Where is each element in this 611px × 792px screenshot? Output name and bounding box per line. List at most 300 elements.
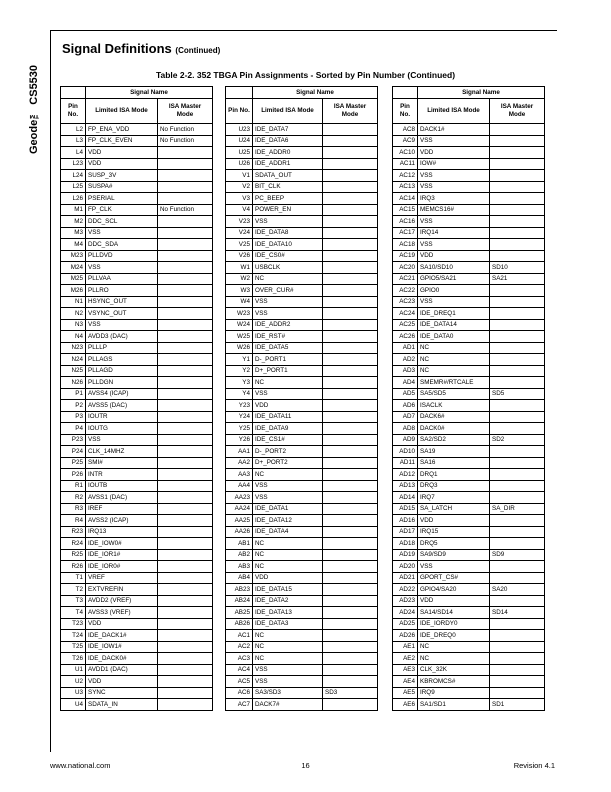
table-row bbox=[393, 664, 545, 676]
limited-isa-signal-cell: NC bbox=[418, 641, 490, 653]
pin-number-cell: AC5 bbox=[226, 676, 253, 688]
pin-number-cell: T23 bbox=[61, 618, 86, 630]
pin-number-cell: V23 bbox=[226, 216, 253, 228]
header-blank bbox=[226, 87, 253, 99]
limited-isa-signal-cell: VSS bbox=[253, 480, 323, 492]
pin-number-cell: AD17 bbox=[393, 526, 418, 538]
table-row bbox=[393, 262, 545, 274]
table-row bbox=[226, 319, 378, 331]
pin-number-cell: AA26 bbox=[226, 526, 253, 538]
limited-isa-signal-cell: IOUTR bbox=[86, 411, 158, 423]
limited-isa-signal-cell: IDE_DATA15 bbox=[253, 584, 323, 596]
isa-master-signal-cell bbox=[323, 124, 378, 136]
pin-number-cell: AC6 bbox=[226, 687, 253, 699]
isa-master-signal-cell bbox=[323, 262, 378, 274]
pin-number-cell: AD21 bbox=[393, 572, 418, 584]
table-row bbox=[61, 526, 213, 538]
table-row bbox=[393, 630, 545, 642]
table-row bbox=[226, 538, 378, 550]
limited-isa-signal-cell: IDE_DATA1 bbox=[253, 503, 323, 515]
isa-master-signal-cell bbox=[323, 423, 378, 435]
table-row bbox=[393, 538, 545, 550]
pin-number-cell: AC10 bbox=[393, 147, 418, 159]
limited-isa-signal-cell: EXTVREFIN bbox=[86, 584, 158, 596]
limited-isa-signal-cell: PLLRO bbox=[86, 285, 158, 297]
isa-master-signal-cell: No Function bbox=[158, 204, 213, 216]
limited-isa-signal-cell: IDE_ADDR0 bbox=[253, 147, 323, 159]
pin-number-cell: W1 bbox=[226, 262, 253, 274]
isa-master-signal-cell bbox=[158, 158, 213, 170]
table-row bbox=[61, 595, 213, 607]
table-row bbox=[393, 239, 545, 251]
table-row bbox=[226, 664, 378, 676]
table-row bbox=[61, 342, 213, 354]
isa-master-signal-cell bbox=[490, 365, 545, 377]
limited-isa-signal-cell: VDD bbox=[86, 147, 158, 159]
pin-number-cell: R25 bbox=[61, 549, 86, 561]
isa-master-signal-cell bbox=[490, 664, 545, 676]
limited-isa-signal-cell: IREF bbox=[86, 503, 158, 515]
isa-master-signal-cell: SD9 bbox=[490, 549, 545, 561]
limited-isa-signal-cell: NC bbox=[253, 377, 323, 389]
table-row bbox=[226, 239, 378, 251]
pin-number-cell: AD23 bbox=[393, 595, 418, 607]
limited-isa-signal-cell: AVSS1 (DAC) bbox=[86, 492, 158, 504]
pin-number-cell: AD15 bbox=[393, 503, 418, 515]
limited-isa-signal-cell: D+_PORT1 bbox=[253, 365, 323, 377]
table-row bbox=[61, 572, 213, 584]
pin-number-cell: AC19 bbox=[393, 250, 418, 262]
limited-isa-signal-cell: IDE_DATA6 bbox=[253, 135, 323, 147]
isa-master-signal-cell bbox=[490, 250, 545, 262]
isa-master-signal-cell bbox=[323, 653, 378, 665]
table-row bbox=[393, 365, 545, 377]
limited-isa-signal-cell: IDE_DATA9 bbox=[253, 423, 323, 435]
pin-number-cell: M2 bbox=[61, 216, 86, 228]
limited-isa-signal-cell: IDE_DATA13 bbox=[253, 607, 323, 619]
limited-isa-signal-cell: IOUTB bbox=[86, 480, 158, 492]
isa-master-signal-cell: SA_DIR bbox=[490, 503, 545, 515]
isa-master-signal-cell bbox=[490, 170, 545, 182]
table-row bbox=[61, 308, 213, 320]
pin-number-cell: AC13 bbox=[393, 181, 418, 193]
limited-isa-signal-cell: VSS bbox=[418, 296, 490, 308]
document-side-title: Geode™ CS5530 bbox=[28, 64, 40, 154]
isa-master-signal-cell bbox=[158, 319, 213, 331]
isa-master-signal-cell bbox=[158, 227, 213, 239]
limited-isa-signal-cell: AVDD2 (VREF) bbox=[86, 595, 158, 607]
pin-number-cell: AB25 bbox=[226, 607, 253, 619]
isa-master-signal-cell bbox=[158, 308, 213, 320]
table-row bbox=[393, 526, 545, 538]
limited-isa-signal-cell: AVDD1 (DAC) bbox=[86, 664, 158, 676]
limited-isa-signal-cell: NC bbox=[253, 538, 323, 550]
table-row bbox=[393, 423, 545, 435]
limited-isa-signal-cell: CLK_14MHZ bbox=[86, 446, 158, 458]
table-row bbox=[226, 388, 378, 400]
header-pin-no: Pin No. bbox=[226, 99, 253, 124]
isa-master-signal-cell bbox=[323, 411, 378, 423]
section-title bbox=[62, 41, 220, 56]
table-row bbox=[226, 653, 378, 665]
limited-isa-signal-cell: IRQ9 bbox=[418, 687, 490, 699]
pin-number-cell: M1 bbox=[61, 204, 86, 216]
pin-number-cell: AC7 bbox=[226, 699, 253, 711]
isa-master-signal-cell bbox=[158, 423, 213, 435]
isa-master-signal-cell bbox=[158, 607, 213, 619]
limited-isa-signal-cell: AVSS4 (ICAP) bbox=[86, 388, 158, 400]
isa-master-signal-cell bbox=[490, 526, 545, 538]
table-row bbox=[226, 526, 378, 538]
isa-master-signal-cell bbox=[158, 296, 213, 308]
pin-number-cell: P3 bbox=[61, 411, 86, 423]
isa-master-signal-cell bbox=[323, 147, 378, 159]
table-row bbox=[61, 158, 213, 170]
isa-master-signal-cell bbox=[158, 630, 213, 642]
limited-isa-signal-cell: IDE_DACK0# bbox=[86, 653, 158, 665]
limited-isa-signal-cell: IDE_CS1# bbox=[253, 434, 323, 446]
pin-number-cell: U25 bbox=[226, 147, 253, 159]
isa-master-signal-cell bbox=[158, 641, 213, 653]
pin-number-cell: Y24 bbox=[226, 411, 253, 423]
isa-master-signal-cell bbox=[158, 549, 213, 561]
table-row bbox=[61, 687, 213, 699]
limited-isa-signal-cell: SA1/SD1 bbox=[418, 699, 490, 711]
table-row bbox=[226, 354, 378, 366]
table-row bbox=[393, 319, 545, 331]
header-signal-name: Signal Name bbox=[86, 87, 213, 99]
isa-master-signal-cell bbox=[490, 124, 545, 136]
isa-master-signal-cell bbox=[323, 515, 378, 527]
isa-master-signal-cell bbox=[158, 193, 213, 205]
pin-number-cell: AC8 bbox=[393, 124, 418, 136]
limited-isa-signal-cell: SA19 bbox=[418, 446, 490, 458]
table-row bbox=[393, 400, 545, 412]
pin-number-cell: W23 bbox=[226, 308, 253, 320]
isa-master-signal-cell bbox=[323, 296, 378, 308]
isa-master-signal-cell bbox=[323, 181, 378, 193]
table-row bbox=[393, 342, 545, 354]
isa-master-signal-cell bbox=[323, 572, 378, 584]
isa-master-signal-cell bbox=[323, 158, 378, 170]
isa-master-signal-cell bbox=[323, 434, 378, 446]
limited-isa-signal-cell: IDE_DATA7 bbox=[253, 124, 323, 136]
isa-master-signal-cell bbox=[490, 492, 545, 504]
table-caption: Table 2-2. 352 TBGA Pin Assignments - Sorted by Pin Number (Continued) bbox=[155, 70, 456, 80]
isa-master-signal-cell bbox=[158, 273, 213, 285]
isa-master-signal-cell bbox=[490, 158, 545, 170]
isa-master-signal-cell bbox=[323, 250, 378, 262]
pin-number-cell: R24 bbox=[61, 538, 86, 550]
table-row bbox=[393, 572, 545, 584]
limited-isa-signal-cell: GPIO4/SA20 bbox=[418, 584, 490, 596]
table-row bbox=[226, 469, 378, 481]
table-row bbox=[61, 377, 213, 389]
table-row bbox=[226, 411, 378, 423]
table-row bbox=[61, 181, 213, 193]
limited-isa-signal-cell: IDE_DREQ1 bbox=[418, 308, 490, 320]
pin-number-cell: N3 bbox=[61, 319, 86, 331]
pin-number-cell: AD18 bbox=[393, 538, 418, 550]
limited-isa-signal-cell: IDE_IOR0# bbox=[86, 561, 158, 573]
isa-master-signal-cell bbox=[490, 193, 545, 205]
limited-isa-signal-cell: AVDD3 (DAC) bbox=[86, 331, 158, 343]
limited-isa-signal-cell: VSS bbox=[418, 239, 490, 251]
pin-number-cell: L23 bbox=[61, 158, 86, 170]
table-row bbox=[226, 584, 378, 596]
limited-isa-signal-cell: DACK7# bbox=[253, 699, 323, 711]
isa-master-signal-cell bbox=[323, 446, 378, 458]
pin-number-cell: AD9 bbox=[393, 434, 418, 446]
header-pin-no: Pin No. bbox=[393, 99, 418, 124]
isa-master-signal-cell bbox=[158, 480, 213, 492]
isa-master-signal-cell bbox=[158, 595, 213, 607]
limited-isa-signal-cell: VSS bbox=[418, 181, 490, 193]
isa-master-signal-cell bbox=[158, 331, 213, 343]
pin-number-cell: AA2 bbox=[226, 457, 253, 469]
table-row bbox=[61, 618, 213, 630]
limited-isa-signal-cell: IRQ3 bbox=[418, 193, 490, 205]
limited-isa-signal-cell: NC bbox=[253, 561, 323, 573]
limited-isa-signal-cell: AVSS5 (DAC) bbox=[86, 400, 158, 412]
table-row bbox=[61, 457, 213, 469]
isa-master-signal-cell bbox=[490, 377, 545, 389]
limited-isa-signal-cell: IOUTG bbox=[86, 423, 158, 435]
pin-number-cell: L3 bbox=[61, 135, 86, 147]
limited-isa-signal-cell: IDE_CS0# bbox=[253, 250, 323, 262]
limited-isa-signal-cell: PLLAGD bbox=[86, 365, 158, 377]
isa-master-signal-cell bbox=[323, 204, 378, 216]
pin-number-cell: AA1 bbox=[226, 446, 253, 458]
isa-master-signal-cell bbox=[323, 342, 378, 354]
pin-number-cell: AD5 bbox=[393, 388, 418, 400]
pin-number-cell: M25 bbox=[61, 273, 86, 285]
table-row bbox=[393, 170, 545, 182]
limited-isa-signal-cell: IRQ15 bbox=[418, 526, 490, 538]
table-row bbox=[393, 687, 545, 699]
isa-master-signal-cell bbox=[323, 699, 378, 711]
pin-number-cell: AD26 bbox=[393, 630, 418, 642]
limited-isa-signal-cell: PLLVAA bbox=[86, 273, 158, 285]
isa-master-signal-cell bbox=[158, 411, 213, 423]
pin-number-cell: AB3 bbox=[226, 561, 253, 573]
limited-isa-signal-cell: VSS bbox=[418, 135, 490, 147]
table-row bbox=[226, 480, 378, 492]
limited-isa-signal-cell: VDD bbox=[418, 515, 490, 527]
limited-isa-signal-cell: DACK1# bbox=[418, 124, 490, 136]
table-row bbox=[226, 630, 378, 642]
pin-number-cell: AD25 bbox=[393, 618, 418, 630]
table-row bbox=[393, 515, 545, 527]
isa-master-signal-cell bbox=[490, 135, 545, 147]
table-row bbox=[393, 641, 545, 653]
table-row bbox=[393, 216, 545, 228]
limited-isa-signal-cell: SDATA_OUT bbox=[253, 170, 323, 182]
table-row bbox=[226, 515, 378, 527]
pin-number-cell: P26 bbox=[61, 469, 86, 481]
isa-master-signal-cell bbox=[158, 457, 213, 469]
pin-number-cell: L25 bbox=[61, 181, 86, 193]
table-row bbox=[393, 388, 545, 400]
limited-isa-signal-cell: IDE_DATA12 bbox=[253, 515, 323, 527]
pin-number-cell: AC12 bbox=[393, 170, 418, 182]
isa-master-signal-cell bbox=[158, 239, 213, 251]
pin-table-column-2 bbox=[225, 86, 378, 711]
isa-master-signal-cell bbox=[490, 572, 545, 584]
limited-isa-signal-cell: PLLDGN bbox=[86, 377, 158, 389]
pin-number-cell: AD10 bbox=[393, 446, 418, 458]
isa-master-signal-cell bbox=[323, 331, 378, 343]
isa-master-signal-cell bbox=[490, 147, 545, 159]
pin-number-cell: AD24 bbox=[393, 607, 418, 619]
header-blank bbox=[393, 87, 418, 99]
pin-number-cell: AC2 bbox=[226, 641, 253, 653]
pin-number-cell: AD20 bbox=[393, 561, 418, 573]
isa-master-signal-cell bbox=[158, 388, 213, 400]
table-row bbox=[61, 124, 213, 136]
table-row bbox=[226, 135, 378, 147]
table-row bbox=[393, 193, 545, 205]
pin-number-cell: P24 bbox=[61, 446, 86, 458]
table-row bbox=[226, 503, 378, 515]
pin-number-cell: N4 bbox=[61, 331, 86, 343]
limited-isa-signal-cell: PLLAGS bbox=[86, 354, 158, 366]
limited-isa-signal-cell: IOW# bbox=[418, 158, 490, 170]
limited-isa-signal-cell: KBROMCS# bbox=[418, 676, 490, 688]
isa-master-signal-cell bbox=[158, 515, 213, 527]
limited-isa-signal-cell: NC bbox=[253, 273, 323, 285]
table-row bbox=[393, 273, 545, 285]
pin-number-cell: AC24 bbox=[393, 308, 418, 320]
pin-number-cell: AB1 bbox=[226, 538, 253, 550]
limited-isa-signal-cell: SA2/SD2 bbox=[418, 434, 490, 446]
pin-table-body bbox=[61, 124, 213, 711]
pin-number-cell: AD14 bbox=[393, 492, 418, 504]
pin-number-cell: M3 bbox=[61, 227, 86, 239]
isa-master-signal-cell bbox=[490, 480, 545, 492]
isa-master-signal-cell bbox=[323, 641, 378, 653]
isa-master-signal-cell bbox=[158, 526, 213, 538]
table-row bbox=[61, 204, 213, 216]
table-row bbox=[226, 216, 378, 228]
isa-master-signal-cell bbox=[490, 308, 545, 320]
table-row bbox=[61, 262, 213, 274]
pin-number-cell: W4 bbox=[226, 296, 253, 308]
isa-master-signal-cell bbox=[323, 538, 378, 550]
limited-isa-signal-cell: IDE_DREQ0 bbox=[418, 630, 490, 642]
table-row bbox=[61, 147, 213, 159]
pin-number-cell: AA3 bbox=[226, 469, 253, 481]
isa-master-signal-cell bbox=[158, 618, 213, 630]
limited-isa-signal-cell: VDD bbox=[253, 572, 323, 584]
pin-number-cell: T2 bbox=[61, 584, 86, 596]
limited-isa-signal-cell: VSS bbox=[253, 296, 323, 308]
table-row bbox=[61, 331, 213, 343]
isa-master-signal-cell bbox=[323, 273, 378, 285]
isa-master-signal-cell bbox=[323, 388, 378, 400]
pin-number-cell: N26 bbox=[61, 377, 86, 389]
isa-master-signal-cell bbox=[490, 285, 545, 297]
pin-number-cell: AE5 bbox=[393, 687, 418, 699]
isa-master-signal-cell bbox=[323, 676, 378, 688]
table-row bbox=[61, 296, 213, 308]
limited-isa-signal-cell: VDD bbox=[418, 250, 490, 262]
table-row bbox=[393, 561, 545, 573]
pin-number-cell: Y4 bbox=[226, 388, 253, 400]
isa-master-signal-cell bbox=[323, 239, 378, 251]
isa-master-signal-cell bbox=[158, 365, 213, 377]
limited-isa-signal-cell: GPORT_CS# bbox=[418, 572, 490, 584]
table-row bbox=[393, 595, 545, 607]
table-row bbox=[393, 377, 545, 389]
isa-master-signal-cell bbox=[323, 595, 378, 607]
isa-master-signal-cell bbox=[158, 653, 213, 665]
limited-isa-signal-cell: SDATA_IN bbox=[86, 699, 158, 711]
isa-master-signal-cell bbox=[158, 400, 213, 412]
limited-isa-signal-cell: VREF bbox=[86, 572, 158, 584]
pin-number-cell: M4 bbox=[61, 239, 86, 251]
isa-master-signal-cell bbox=[323, 400, 378, 412]
limited-isa-signal-cell: DRQ1 bbox=[418, 469, 490, 481]
isa-master-signal-cell: SD1 bbox=[490, 699, 545, 711]
table-row bbox=[226, 699, 378, 711]
isa-master-signal-cell bbox=[158, 354, 213, 366]
limited-isa-signal-cell: SA_LATCH bbox=[418, 503, 490, 515]
isa-master-signal-cell bbox=[490, 641, 545, 653]
isa-master-signal-cell: SD3 bbox=[323, 687, 378, 699]
pin-number-cell: AC26 bbox=[393, 331, 418, 343]
limited-isa-signal-cell: NC bbox=[418, 653, 490, 665]
limited-isa-signal-cell: IDE_DATA2 bbox=[253, 595, 323, 607]
limited-isa-signal-cell: INTR bbox=[86, 469, 158, 481]
pin-number-cell: AD16 bbox=[393, 515, 418, 527]
table-row bbox=[61, 170, 213, 182]
limited-isa-signal-cell: SUSPA# bbox=[86, 181, 158, 193]
table-row bbox=[226, 250, 378, 262]
pin-number-cell: W3 bbox=[226, 285, 253, 297]
isa-master-signal-cell: SA21 bbox=[490, 273, 545, 285]
pin-number-cell: Y23 bbox=[226, 400, 253, 412]
table-row bbox=[393, 285, 545, 297]
isa-master-signal-cell bbox=[323, 135, 378, 147]
section-subtitle: (Continued) bbox=[175, 46, 221, 55]
limited-isa-signal-cell: VDD bbox=[86, 618, 158, 630]
isa-master-signal-cell bbox=[323, 319, 378, 331]
pin-number-cell: U1 bbox=[61, 664, 86, 676]
pin-number-cell: P1 bbox=[61, 388, 86, 400]
table-row bbox=[393, 480, 545, 492]
isa-master-signal-cell bbox=[323, 480, 378, 492]
isa-master-signal-cell bbox=[158, 147, 213, 159]
isa-master-signal-cell bbox=[490, 446, 545, 458]
pin-number-cell: W24 bbox=[226, 319, 253, 331]
table-row bbox=[393, 124, 545, 136]
table-row bbox=[226, 641, 378, 653]
limited-isa-signal-cell: IDE_DATA5 bbox=[253, 342, 323, 354]
limited-isa-signal-cell: NC bbox=[253, 630, 323, 642]
pin-number-cell: L24 bbox=[61, 170, 86, 182]
table-row bbox=[226, 434, 378, 446]
limited-isa-signal-cell: IDE_DATA0 bbox=[418, 331, 490, 343]
limited-isa-signal-cell: GPIO5/SA21 bbox=[418, 273, 490, 285]
pin-number-cell: M23 bbox=[61, 250, 86, 262]
table-row bbox=[226, 124, 378, 136]
table-row bbox=[61, 446, 213, 458]
pin-number-cell: N2 bbox=[61, 308, 86, 320]
pin-number-cell: AC18 bbox=[393, 239, 418, 251]
pin-number-cell: M26 bbox=[61, 285, 86, 297]
pin-number-cell: AC22 bbox=[393, 285, 418, 297]
